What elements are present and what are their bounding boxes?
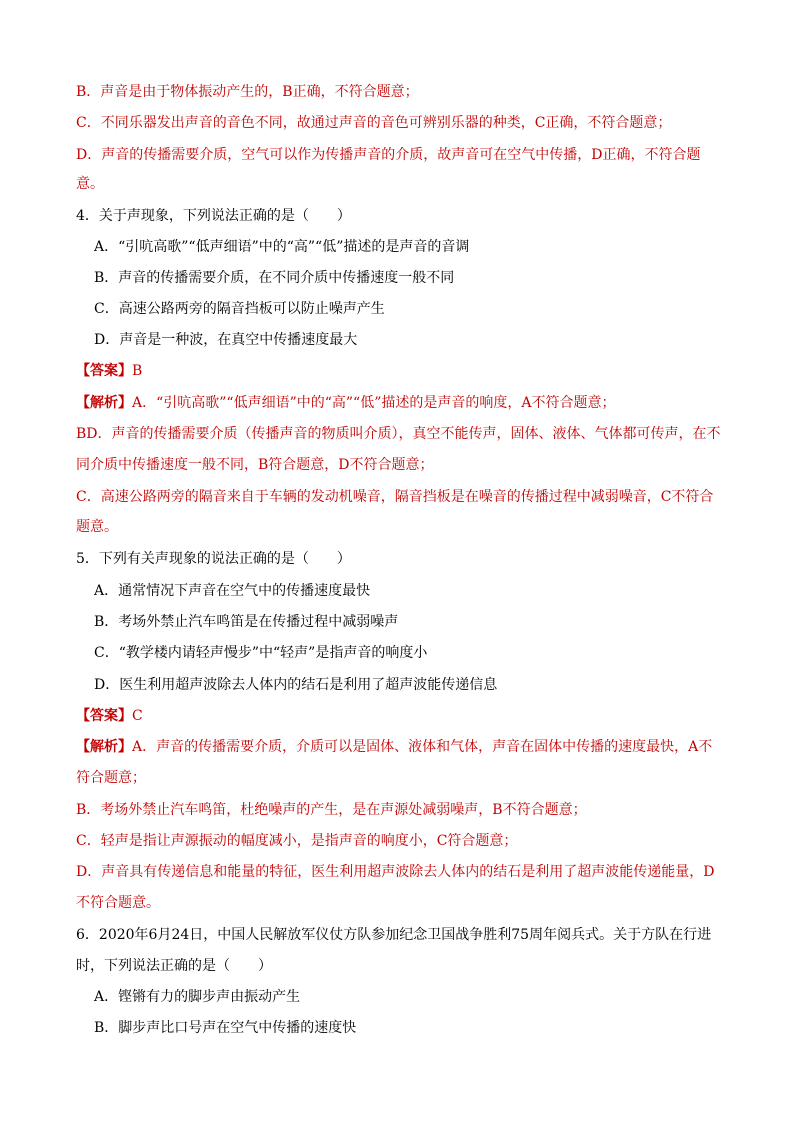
analysis-line: 同介质中传播速度一般不同，B符合题意，D不符合题意；: [76, 457, 434, 473]
answer-line: [76, 361, 726, 381]
option-a: A．通常情况下声音在空气中的传播速度最快: [94, 583, 371, 599]
analysis-line: B．考场外禁止汽车鸣笛，杜绝噪声的产生，是在声源处减弱噪声，B不符合题意；: [76, 802, 587, 818]
analysis-text: A．声音的传播需要介质，介质可以是固体、液体和气体，声音在固体中传播的速度最快，A不: [132, 739, 713, 755]
answer-value: B: [132, 363, 143, 379]
analysis-line: 不符合题意。: [76, 895, 160, 911]
option-a: A．“引吭高歌”“低声细语”中的“高”“低”描述的是声音的音调: [94, 239, 470, 255]
analysis-line: [76, 737, 726, 757]
answer-value: C: [132, 708, 143, 724]
analysis-line: C．不同乐器发出声音的音色不同，故通过声音的音色可辨别乐器的种类，C正确，不符合题意；: [76, 115, 672, 131]
question-stem: 5．下列有关声现象的说法正确的是（ ）: [76, 551, 351, 567]
analysis-line: C．轻声是指让声源振动的幅度减小，是指声音的响度小，C符合题意；: [76, 833, 518, 849]
question-stem: 6．2020年6月24日，中国人民解放军仪仗方队参加纪念卫国战争胜利75周年阅兵式。关于方队在行进: [76, 927, 712, 943]
analysis-line: 符合题意；: [76, 770, 146, 786]
option-b: B．脚步声比口号声在空气中传播的速度快: [94, 1020, 357, 1036]
answer-line: [76, 706, 726, 726]
analysis-label: 【解析】: [76, 739, 132, 755]
analysis-line: BD．声音的传播需要介质（传播声音的物质叫介质），真空不能传声，固体、液体、气体都可传声，在不: [76, 426, 721, 442]
option-c: C．高速公路两旁的隔音挡板可以防止噪声产生: [94, 301, 385, 317]
option-b: B．声音的传播需要介质，在不同介质中传播速度一般不同: [94, 270, 455, 286]
question-stem: 时，下列说法正确的是（ ）: [76, 958, 272, 974]
option-a: A．铿锵有力的脚步声由振动产生: [94, 989, 301, 1005]
analysis-line: [76, 393, 726, 413]
option-d: D．医生利用超声波除去人体内的结石是利用了超声波能传递信息: [94, 677, 498, 693]
option-b: B．考场外禁止汽车鸣笛是在传播过程中减弱噪声: [94, 614, 399, 630]
analysis-line: B．声音是由于物体振动产生的，B正确，不符合题意；: [76, 84, 419, 100]
analysis-line: 题意。: [76, 519, 118, 535]
analysis-line: D．声音具有传递信息和能量的特征，医生利用超声波除去人体内的结石是利用了超声波能传递能量，D: [76, 864, 715, 880]
option-d: D．声音是一种波，在真空中传播速度最大: [94, 332, 358, 348]
answer-label: 【答案】: [76, 708, 132, 724]
question-stem: 4．关于声现象，下列说法正确的是（ ）: [76, 208, 351, 224]
analysis-line: C．高速公路两旁的隔音来自于车辆的发动机噪音，隔音挡板是在噪音的传播过程中减弱噪音，C不符合: [76, 489, 714, 505]
option-c: C．“教学楼内请轻声慢步”中“轻声”是指声音的响度小: [94, 645, 428, 661]
analysis-line: 意。: [76, 176, 104, 192]
analysis-line: D．声音的传播需要介质，空气可以作为传播声音的介质，故声音可在空气中传播，D正确，不符合题: [76, 147, 701, 163]
analysis-text: A．“引吭高歌”“低声细语”中的“高”“低”描述的是声音的响度，A不符合题意；: [132, 395, 616, 411]
answer-label: 【答案】: [76, 363, 132, 379]
analysis-label: 【解析】: [76, 395, 132, 411]
